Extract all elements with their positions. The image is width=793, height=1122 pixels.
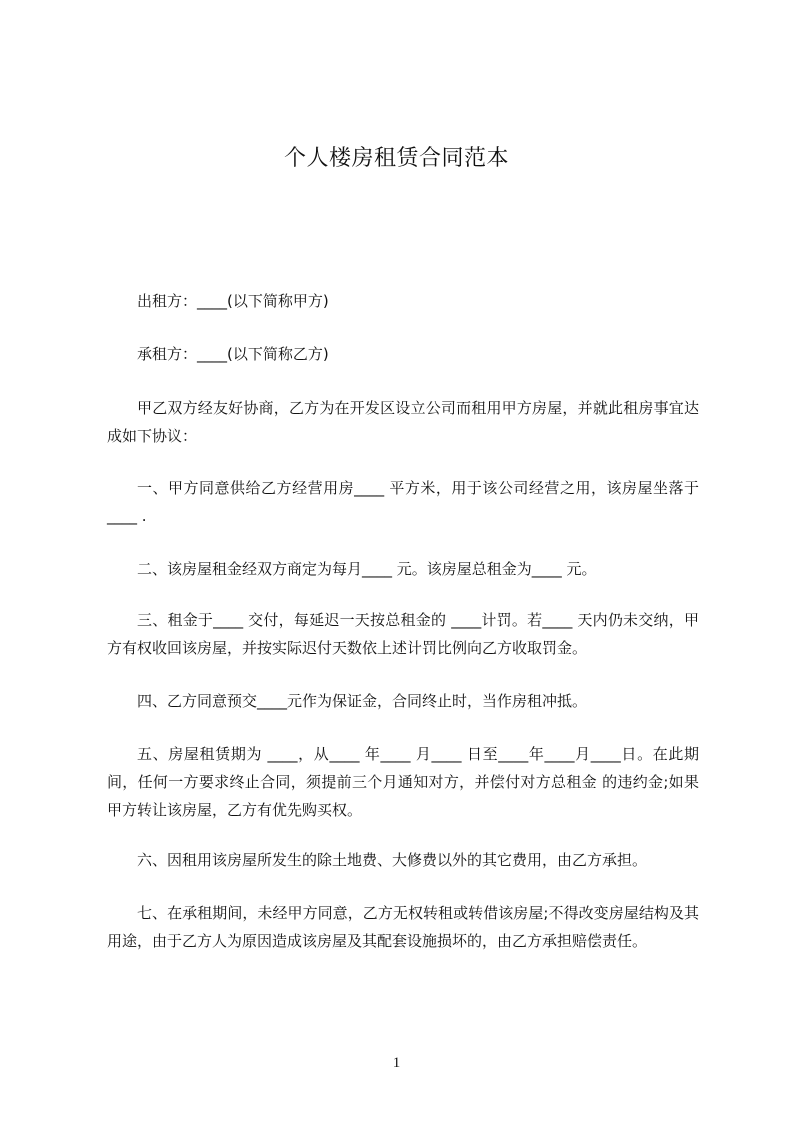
clause-3: 三、租金于____ 交付，每延迟一天按总租金的 ____计罚。若____ 天内仍未交纳，甲方有权收回该房屋，并按实际迟付天数依上述计罚比例向乙方收取罚金。	[107, 611, 699, 657]
clause-2: 二、该房屋租金经双方商定为每月____ 元。该房屋总租金为____ 元。	[137, 560, 597, 578]
lessor-line: 出租方：____(以下简称甲方)	[137, 292, 329, 310]
clause-1: 一、甲方同意供给乙方经营用房____ 平方米，用于该公司经营之用，该房屋坐落于____ .	[107, 479, 699, 525]
lessee-line: 承租方：____(以下简称乙方)	[137, 345, 329, 363]
clause-6: 六、因租用该房屋所发生的除土地费、大修费以外的其它费用，由乙方承担。	[137, 851, 648, 869]
page-number: 1	[392, 1055, 401, 1071]
clause-5: 五、房屋租赁期为 ____，从____ 年____ 月____ 日至____年____月____日。在此期间，任何一方要求终止合同，须提前三个月通知对方，并偿付对方总租金 的违约金;如果甲方转让该房屋，乙方有优先购买权。	[107, 745, 699, 819]
clause-7: 七、在承租期间，未经甲方同意，乙方无权转租或转借该房屋;不得改变房屋结构及其用途，由于乙方人为原因造成该房屋及其配套设施损坏的，由乙方承担赔偿责任。	[107, 904, 699, 950]
document-title: 个人楼房租赁合同范本	[283, 146, 509, 171]
intro-paragraph: 甲乙双方经友好协商，乙方为在开发区设立公司而租用甲方房屋，并就此租房事宜达成如下协议：	[107, 399, 699, 445]
clause-4: 四、乙方同意预交____元作为保证金，合同终止时，当作房租冲抵。	[137, 692, 588, 710]
